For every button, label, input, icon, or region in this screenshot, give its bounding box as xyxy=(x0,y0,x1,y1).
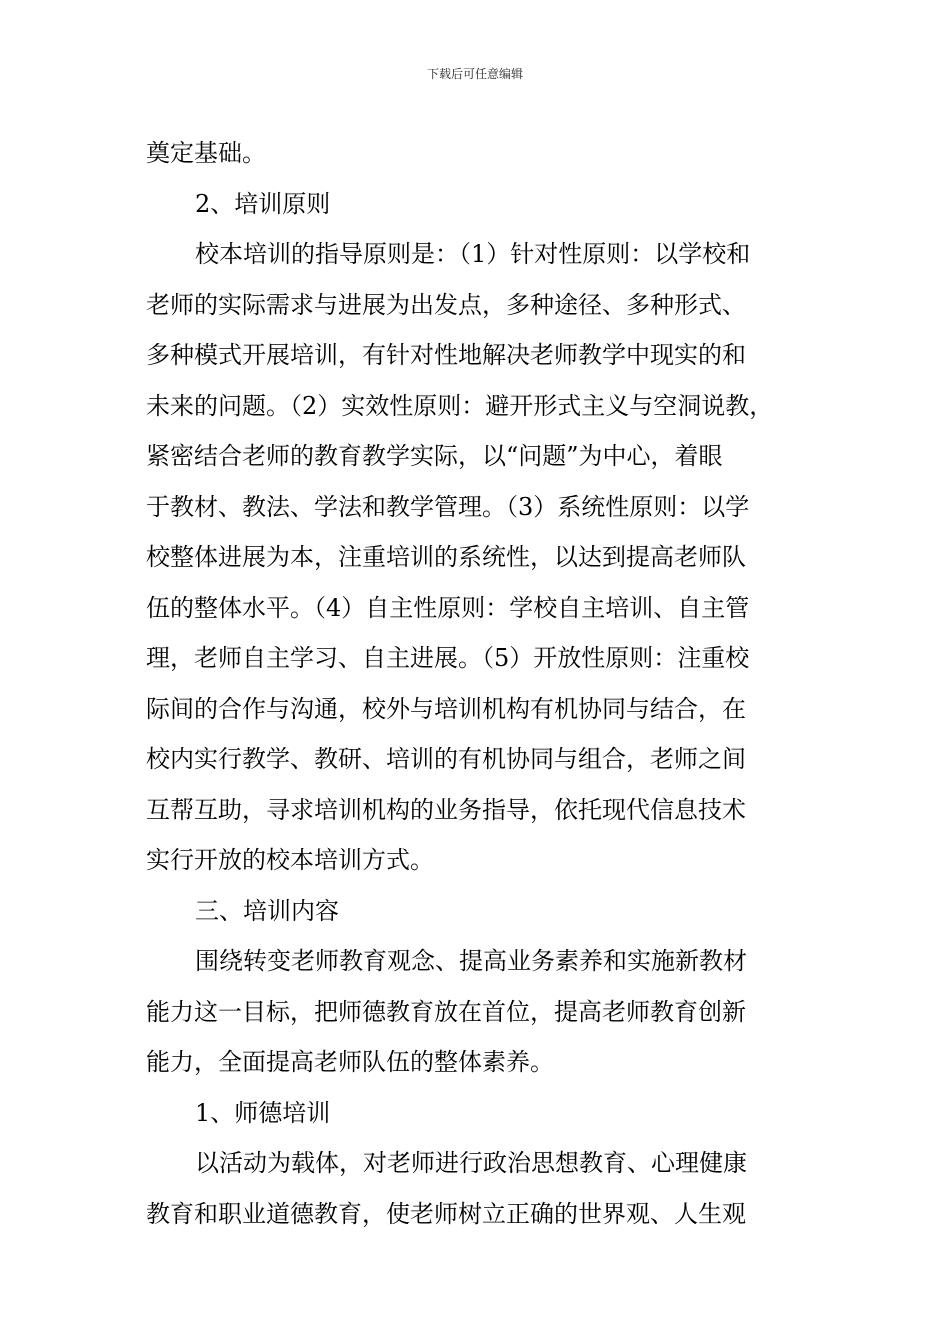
text-line: 老师的实际需求与进展为出发点，多种途径、多种形式、 xyxy=(146,290,746,319)
text-line: 奠定基础。 xyxy=(146,139,266,167)
text-line: 教育和职业道德教育，使老师树立正确的世界观、人生观 xyxy=(146,1199,746,1228)
text-line: 紧密结合老师的教育教学实际，以“问题”为中心，着眼 xyxy=(146,442,723,470)
text-line: 围绕转变老师教育观念、提高业务素养和实施新教材 xyxy=(195,947,747,975)
text-line: 多种模式开展培训，有针对性地解决老师教学中现实的和 xyxy=(146,341,746,369)
section-heading: 三、培训内容 xyxy=(195,896,339,925)
page-header: 下载后可任意编辑 xyxy=(426,67,523,81)
section-heading: 1、师德培训 xyxy=(195,1098,331,1127)
text-line: 校内实行教学、教研、培训的有机协同与组合，老师之间 xyxy=(146,745,746,773)
section-heading: 2、培训原则 xyxy=(195,189,331,218)
text-line: 能力，全面提高老师队伍的整体素养。 xyxy=(146,1048,554,1076)
text-line: 以活动为载体，对老师进行政治思想教育、心理健康 xyxy=(195,1149,747,1177)
text-line: 实行开放的校本培训方式。 xyxy=(146,846,434,874)
document-body xyxy=(146,128,810,1239)
text-line: 际间的合作与沟通，校外与培训机构有机协同与结合，在 xyxy=(146,694,746,723)
text-line: 校整体进展为本，注重培训的系统性，以达到提高老师队 xyxy=(146,543,746,571)
text-line: 伍的整体水平。（4）自主性原则：学校自主培训、自主管 xyxy=(146,593,750,622)
text-line: 互帮互助，寻求培训机构的业务指导，依托现代信息技术 xyxy=(146,795,746,824)
text-line: 校本培训的指导原则是：（1）针对性原则：以学校和 xyxy=(195,240,751,268)
text-line: 未来的问题。（2）实效性原则：避开形式主义与空洞说教， xyxy=(146,391,774,420)
text-line: 理，老师自主学习、自主进展。（5）开放性原则：注重校 xyxy=(146,644,750,672)
text-line: 能力这一目标，把师德教育放在首位，提高老师教育创新 xyxy=(146,997,746,1026)
text-line: 于教材、教法、学法和教学管理。（3）系统性原则：以学 xyxy=(146,492,750,521)
